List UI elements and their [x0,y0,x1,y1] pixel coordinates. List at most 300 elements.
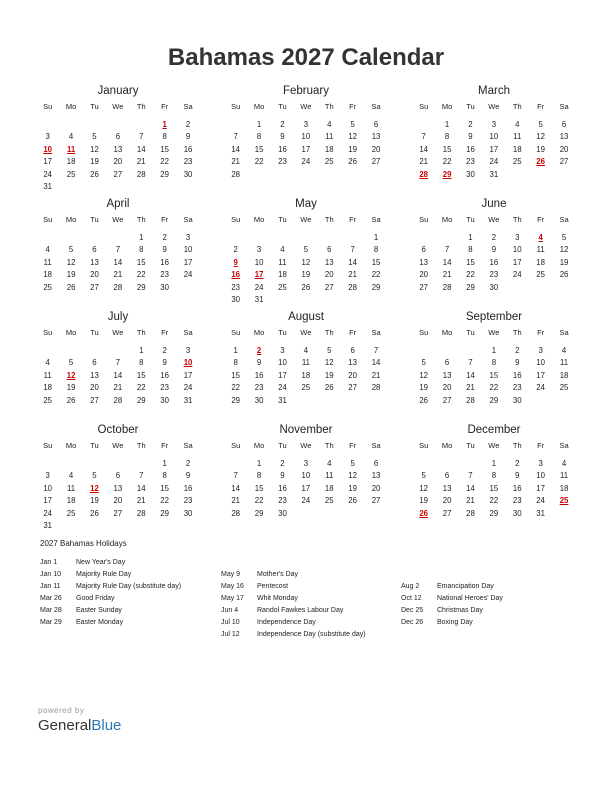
day-cell: 25 [559,383,569,393]
day-cell: 10 [254,257,264,267]
empty-day-cell [552,508,575,520]
week-row [224,458,388,470]
day-cell: 26 [324,383,334,393]
weekday-label: Mo [253,441,265,450]
day-cell: 23 [512,496,522,506]
day-cell: 2 [162,233,167,242]
week-row [36,244,200,256]
day-cell: 13 [559,132,569,142]
weekday-header [224,327,388,339]
empty-day-cell [83,181,106,193]
day-cell: 14 [113,370,123,380]
week-row [36,169,200,181]
day-cell: 3 [538,346,543,355]
day-cell: 9 [280,132,285,142]
day-cell: 13 [348,358,357,368]
holiday-date: Jul 10 [221,619,240,626]
day-cell: 16 [183,483,193,493]
weekday-label: Fr [537,215,545,224]
day-cell: 13 [442,370,452,380]
day-cell: 25 [43,282,53,292]
week-row [36,382,200,394]
empty-day-cell [176,181,199,193]
day-cell: 4 [45,358,50,368]
week-row [36,520,200,532]
weekday-label: Fr [537,441,545,450]
empty-day-cell [364,395,387,407]
empty-day-cell [59,181,82,193]
day-cell: 21 [348,270,357,280]
day-cell: 21 [231,496,241,506]
day-cell: 2 [468,120,473,129]
day-cell: 30 [466,169,475,179]
day-cell: 18 [43,270,53,280]
day-cell: 25 [66,169,76,179]
day-cell: 7 [139,132,144,142]
day-cell: 4 [68,132,74,142]
day-cell: 11 [301,358,310,368]
holiday-name: National Heroes' Day [437,595,503,602]
weekday-label: Su [419,328,429,337]
holiday-column [40,557,181,629]
day-cell: 30 [512,395,522,405]
weekday-label: We [112,328,124,337]
empty-day-cell [552,282,575,294]
holiday-item [40,557,181,569]
weekday-label: Mo [253,328,265,337]
day-cell: 1 [139,233,144,242]
day-cell: 20 [442,383,452,393]
day-cell: 2 [280,459,285,468]
holiday-day-cell: 29 [442,169,452,179]
day-cell: 26 [90,169,99,179]
week-row [224,508,388,520]
holiday-name: Pentecost [257,583,289,590]
day-cell: 10 [536,358,545,368]
weekday-label: Tu [278,215,287,224]
holiday-date: May 17 [221,595,244,602]
day-cell: 3 [45,132,50,142]
holiday-day-cell: 9 [233,257,238,267]
empty-day-cell [106,119,129,131]
empty-day-cell [412,458,435,470]
day-cell: 27 [442,508,452,518]
day-cell: 10 [301,471,311,481]
day-cell: 7 [115,358,121,368]
empty-day-cell [341,395,364,407]
day-cell: 5 [68,245,74,255]
empty-day-cell [459,345,482,357]
brand-general-text: General [38,717,92,734]
week-row [36,144,200,156]
day-cell: 16 [278,144,287,154]
holiday-item [401,617,503,629]
weekday-label: We [112,102,124,111]
day-cell: 27 [324,282,334,292]
day-cell: 19 [90,496,99,506]
day-cell: 5 [92,132,97,142]
day-cell: 26 [90,508,99,518]
day-cell: 7 [373,346,379,355]
day-cell: 24 [301,496,311,506]
weekday-label: Sa [183,441,193,450]
holidays-title: 2027 Bahamas Holidays [40,539,127,548]
day-cell: 30 [160,395,169,405]
empty-day-cell [529,169,552,181]
week-row [224,144,388,156]
month-name: June [481,198,507,210]
weekday-header [36,101,200,113]
day-cell: 9 [515,358,520,368]
weekday-label: Th [136,102,146,111]
month-december [412,423,576,520]
day-cell: 16 [512,370,522,380]
day-cell: 23 [254,383,264,393]
day-cell: 13 [371,471,381,481]
empty-day-cell [529,282,552,294]
day-cell: 3 [303,459,309,468]
weekday-label: Tu [466,215,475,224]
day-cell: 9 [515,471,520,481]
week-row [36,345,200,357]
holiday-name: Christmas Day [437,607,483,614]
day-cell: 17 [278,370,287,380]
day-cell: 19 [66,270,76,280]
day-cell: 23 [160,270,169,280]
day-cell: 5 [350,120,355,129]
weekday-label: Su [231,328,241,337]
day-cell: 29 [489,508,499,518]
day-cell: 25 [536,270,545,280]
day-cell: 20 [419,270,429,280]
weekday-label: Mo [65,215,77,224]
weekday-header [224,440,388,452]
weekday-label: Tu [466,328,475,337]
weekday-label: Mo [441,441,453,450]
day-cell: 3 [491,120,497,129]
week-row [224,269,388,281]
weekday-label: Mo [65,102,77,111]
week-row [36,257,200,269]
week-row [224,156,388,168]
day-cell: 31 [43,181,53,191]
day-cell: 29 [231,395,241,405]
powered-by-text: powered by [38,706,85,715]
empty-day-cell [412,232,435,244]
day-cell: 24 [183,383,193,393]
day-cell: 23 [160,383,169,393]
day-cell: 8 [162,471,167,481]
empty-day-cell [552,169,575,181]
day-cell: 6 [561,120,567,129]
day-cell: 24 [254,282,264,292]
week-row [412,257,576,269]
day-cell: 18 [66,157,76,167]
day-cell: 18 [559,483,569,493]
weekday-label: Sa [183,215,193,224]
week-row [36,495,200,507]
week-row [412,131,576,143]
empty-day-cell [106,458,129,470]
weekday-label: Th [324,215,334,224]
day-cell: 19 [536,144,545,154]
day-cell: 16 [512,483,522,493]
day-cell: 16 [466,144,475,154]
holiday-name: Majority Rule Day (substitute day) [76,583,182,590]
month-july [36,310,200,407]
week-row [224,131,388,143]
day-cell: 31 [536,508,545,518]
day-cell: 24 [183,270,193,280]
day-cell: 28 [466,508,475,518]
day-cell: 10 [183,245,193,255]
weekday-label: Su [43,328,53,337]
weekday-label: Mo [441,102,453,111]
day-cell: 12 [419,483,429,493]
day-cell: 7 [350,245,355,255]
day-cell: 4 [515,120,520,129]
day-cell: 19 [301,270,311,280]
empty-day-cell [224,458,247,470]
day-cell: 22 [136,270,146,280]
empty-day-cell [36,458,59,470]
day-cell: 28 [442,282,452,292]
weekday-label: We [300,215,312,224]
day-cell: 28 [113,395,123,405]
day-cell: 11 [513,132,522,142]
day-cell: 15 [136,370,146,380]
weekday-label: Sa [183,102,193,111]
empty-day-cell [130,520,153,532]
day-cell: 2 [491,233,497,242]
weekday-label: Sa [559,215,569,224]
weekday-label: Tu [278,102,287,111]
day-cell: 18 [301,370,311,380]
day-cell: 29 [489,395,499,405]
weekday-label: We [112,215,124,224]
month-september [412,310,576,407]
empty-day-cell [59,119,82,131]
day-cell: 6 [115,132,121,142]
holiday-day-cell: 25 [559,496,569,506]
day-cell: 15 [489,483,499,493]
day-cell: 20 [90,270,99,280]
empty-day-cell [271,294,294,306]
month-name: March [478,85,510,97]
week-row [412,169,576,181]
holiday-date: Jan 11 [40,583,61,590]
day-cell: 21 [113,383,123,393]
holiday-item [221,593,366,605]
day-cell: 27 [371,157,381,167]
day-cell: 26 [348,157,357,167]
day-cell: 6 [327,245,332,255]
weekday-label: Fr [161,328,169,337]
holiday-name: Independence Day [257,619,316,626]
day-cell: 2 [185,459,191,468]
day-cell: 18 [324,144,334,154]
day-cell: 8 [444,132,450,142]
day-cell: 28 [231,169,241,179]
day-cell: 3 [185,346,191,355]
empty-day-cell [318,508,341,520]
weekday-header [36,214,200,226]
holiday-item [221,605,366,617]
day-cell: 22 [371,270,381,280]
weekday-label: Mo [253,102,265,111]
day-cell: 21 [371,370,381,380]
day-cell: 15 [466,257,475,267]
day-cell: 18 [324,483,334,493]
week-row [36,282,200,294]
weekday-label: Th [512,328,522,337]
day-cell: 19 [348,144,357,154]
day-cell: 7 [468,471,473,481]
empty-day-cell [130,119,153,131]
day-cell: 21 [136,157,146,167]
holiday-date: Jan 10 [40,571,62,578]
weekday-label: Su [43,215,53,224]
holiday-day-cell: 4 [538,233,543,242]
day-cell: 30 [231,294,241,304]
week-row [224,483,388,495]
weekday-label: Th [512,102,522,111]
day-cell: 22 [489,383,499,393]
month-march [412,84,576,181]
day-cell: 21 [231,157,241,167]
holiday-name: Boxing Day [437,619,473,626]
empty-day-cell [153,520,176,532]
day-cell: 14 [136,144,146,154]
week-row [224,257,388,269]
day-cell: 5 [327,346,332,355]
day-cell: 9 [162,245,167,255]
weekday-label: Su [43,441,53,450]
footer [38,706,121,734]
weekday-header [412,214,576,226]
day-cell: 8 [256,471,262,481]
day-cell: 13 [442,483,452,493]
month-may [224,197,388,306]
day-cell: 13 [90,257,99,267]
empty-day-cell [341,232,364,244]
empty-day-cell [83,232,106,244]
weekday-label: Mo [65,441,77,450]
holiday-day-cell: 1 [162,120,167,129]
day-cell: 24 [536,496,545,506]
day-cell: 8 [491,471,497,481]
day-cell: 29 [254,508,264,518]
weekday-label: Th [324,102,334,111]
week-row [224,294,388,306]
weekday-label: Fr [161,441,169,450]
holiday-item [40,569,181,581]
day-cell: 23 [278,157,287,167]
day-cell: 25 [512,157,522,167]
day-cell: 25 [301,383,311,393]
day-cell: 30 [254,395,264,405]
week-row [224,395,388,407]
day-cell: 14 [348,257,357,267]
day-cell: 6 [421,245,426,255]
day-cell: 11 [559,471,569,481]
weekday-label: Mo [441,328,453,337]
empty-day-cell [247,232,270,244]
brand-blue-text: Blue [91,717,122,734]
week-row [412,382,576,394]
holiday-item [221,581,366,593]
day-cell: 11 [67,483,76,493]
empty-day-cell [83,345,106,357]
weekday-label: Mo [65,328,77,337]
day-cell: 21 [419,157,429,167]
day-cell: 29 [160,169,169,179]
day-cell: 13 [113,144,123,154]
holiday-name: Emancipation Day [437,583,494,590]
empty-day-cell [106,181,129,193]
day-cell: 26 [348,496,357,506]
day-cell: 28 [348,282,357,292]
day-cell: 11 [43,370,52,380]
weekday-label: Th [136,215,146,224]
day-cell: 26 [419,395,429,405]
day-cell: 6 [115,471,121,481]
holiday-day-cell: 17 [254,270,264,280]
day-cell: 18 [43,383,53,393]
day-cell: 25 [66,508,76,518]
week-row [412,269,576,281]
empty-day-cell [318,294,341,306]
week-row [36,119,200,131]
holiday-item [401,593,503,605]
weekday-label: We [488,328,500,337]
day-cell: 14 [113,257,123,267]
day-cell: 21 [466,383,475,393]
holiday-date: Mar 28 [40,607,62,614]
holiday-item [401,581,503,593]
holiday-name: Independence Day (substitute day) [257,631,366,638]
day-cell: 5 [538,120,543,129]
day-cell: 27 [113,169,123,179]
weekday-label: Sa [371,215,381,224]
month-name: January [97,85,139,97]
month-name: December [467,424,521,436]
weekday-label: We [112,441,124,450]
holiday-day-cell: 11 [66,144,76,154]
week-row [224,119,388,131]
day-cell: 3 [515,233,520,242]
weekday-label: Sa [371,441,381,450]
day-cell: 28 [136,508,146,518]
day-cell: 3 [303,120,309,129]
weekday-label: Sa [559,441,569,450]
day-cell: 12 [559,245,569,255]
day-cell: 23 [278,496,287,506]
day-cell: 9 [185,471,191,481]
month-name: October [97,424,139,436]
empty-day-cell [529,395,552,407]
week-row [224,382,388,394]
day-cell: 18 [278,270,287,280]
day-cell: 25 [324,157,334,167]
day-cell: 23 [183,157,193,167]
weekday-label: Sa [371,328,381,337]
weekday-label: We [488,441,500,450]
day-cell: 21 [442,270,452,280]
day-cell: 7 [139,471,144,481]
empty-day-cell [412,119,435,131]
day-cell: 17 [183,257,193,267]
